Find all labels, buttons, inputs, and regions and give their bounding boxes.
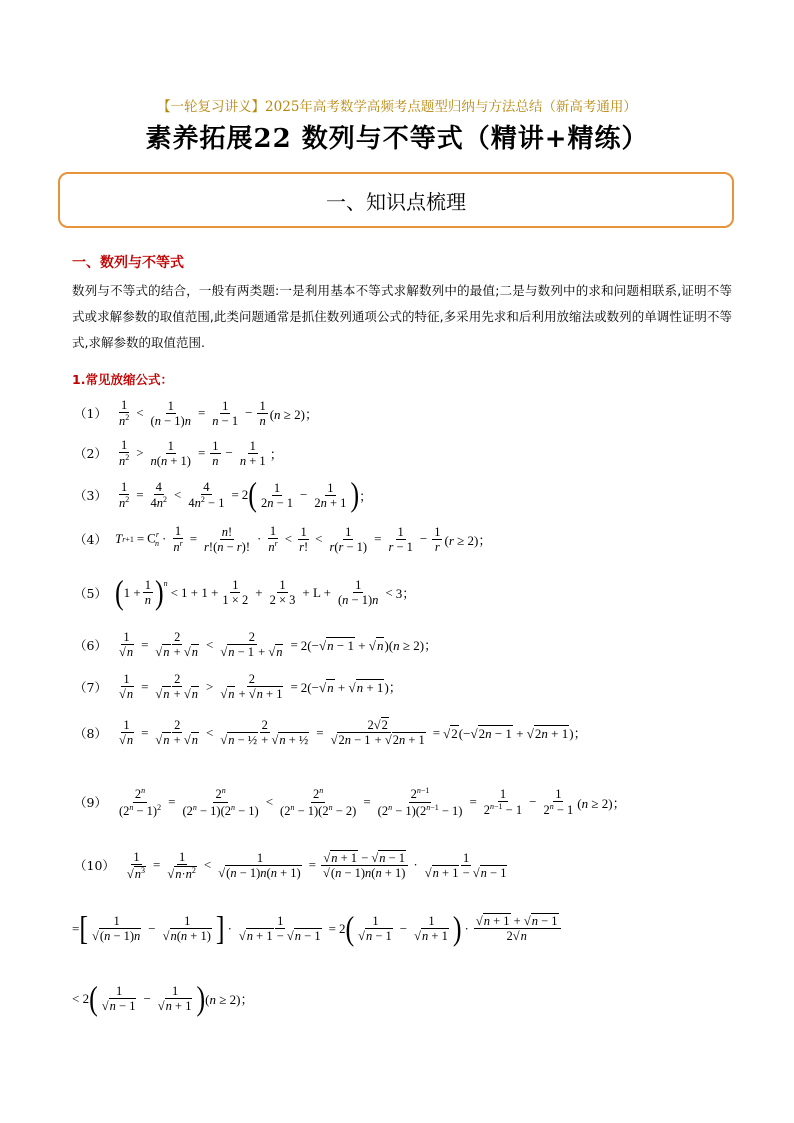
formula-9: （9） $\frac{2^n}{(2^n - 1)^2}$ = $\frac{2^n}{(2^n - 1)(2^n - 1)}$ < $\frac{2^n}{(2^n - 1)(2^n - 2)}$ = $\frac{2^{n-1}}{(2^n - 1)(2^{n-1} - 1)}$ = $\frac{1}{2^{n-1} - 1}$ − $\frac{1}{2^n - 1}$ (n ≥ 2)； bbox=[74, 786, 626, 818]
heading-sequence-inequality: 一、数列与不等式 bbox=[72, 255, 184, 271]
formula-10: （10） 1 √ $n^3$ = 1 √ $n\cdot n^2$ < 1 √ (n − 1)n(n + 1) = √ n + 1 − √ n − 1 √ (n − 1)n(n + 1) · 1 √ n + 1 − √ n − 1 bbox=[74, 850, 511, 881]
formula-3: （3） $\frac{1}{n^2}$ = $\frac{4}{4n^2}$ < $\frac{4}{4n^2 - 1}$ = 2 ( $\frac{1}{2n - 1}$ − $\frac{1}{2n + 1}$ ) ； bbox=[74, 475, 373, 514]
intro-paragraph: 数列与不等式的结合，一般有两类题:一是利用基本不等式求解数列中的最值;二是与数列中的求和问题相联系,证明不等式或求解参数的取值范围,此类问题通常是抓住数列通项公式的特征,多采用先求和后利用放缩法或数列的单调性证明不等式,求解参数的取值范围. bbox=[72, 283, 732, 350]
section-label: 一、知识点梳理 bbox=[326, 189, 466, 214]
formula-number: （5） bbox=[74, 585, 107, 601]
page-title: 素养拓展22 数列与不等式（精讲+精练） bbox=[145, 124, 649, 154]
formula-2: （2） $\frac{1}{n^2}$ > $\frac{1}{n(n + 1)}$ = $\frac{1}{n}$ − $\frac{1}{n + 1}$ ； bbox=[74, 438, 283, 469]
heading-scaling-formulas: 1.常见放缩公式： bbox=[72, 372, 173, 387]
formula-6: （6） 1 √ n = 2 √ n + √ n < 2 √ n − 1 + √ n = 2(−√ n − 1 + √ n)(n ≥ 2)； bbox=[74, 630, 437, 660]
formula-8: （8） 1 √ n = 2 √ n + √ n < 2 √ n − ½ + √ n + ½ = 2√ 2 √ 2n − 1 + √ 2n + 1 = √ 2(−√ 2n − 1 + √ 2n + 1)； bbox=[74, 718, 587, 748]
formula-number: （10） bbox=[74, 858, 115, 874]
formula-1: （1） $\frac{1}{n^2}$ < $\frac{1}{(n - 1)n}$ = $\frac{1}{n - 1}$ − $\frac{1}{n}$ (n ≥ 2)； bbox=[74, 398, 318, 429]
formula-7: （7） 1 √ n = 2 √ n + √ n > 2 √ n + √ n + 1 = 2(−√ n + √ n + 1)； bbox=[74, 672, 402, 702]
formula-number: （6） bbox=[74, 637, 107, 653]
formula-number: （7） bbox=[74, 679, 107, 695]
formula-number: （2） bbox=[74, 446, 107, 462]
section-banner bbox=[58, 172, 734, 228]
formula-4: （4） T r+1 = $C^r_n$ · $\frac{1}{n^r}$ = $\frac{n!}{r!(n - r)!}$ · $\frac{1}{n^r}$ < $\frac{1}{r!}$ < $\frac{1}{r(r - 1)}$ = $\frac{1}{r - 1}$ − $\frac{1}{r}$ (r ≥ 2)； bbox=[74, 524, 492, 555]
formula-10-continued: = [ 1 √ (n − 1)n − 1 √ n(n + 1) ] · 1 √ n + 1 − √ n − 1 = 2 ( 1 √ n − 1 − 1 √ n + 1 ) · √ $\frac{n + 1 + √ n - 1}{2√ n}$ bbox=[72, 914, 563, 944]
formula-number: （4） bbox=[74, 532, 107, 548]
formula-number: （1） bbox=[74, 406, 107, 422]
formula-5: （5） ( 1 + $\frac{1}{n}$ ) $^n$ < 1 + 1 + $\frac{1}{1 \times 2}$ + $\frac{1}{2 \times 3}$ + L + $\frac{1}{(n - 1)n}$ < 3； bbox=[74, 573, 416, 612]
formula-10-conclusion: < 2 ( 1 √ n − 1 − 1 √ n + 1 ) (n ≥ 2)； bbox=[72, 984, 253, 1014]
formula-number: （9） bbox=[74, 795, 107, 811]
formula-number: （3） bbox=[74, 488, 107, 504]
formula-number: （8） bbox=[74, 725, 107, 741]
series-header: 【一轮复习讲义】2025年高考数学高频考点题型归纳与方法总结（新高考通用） bbox=[157, 99, 637, 115]
